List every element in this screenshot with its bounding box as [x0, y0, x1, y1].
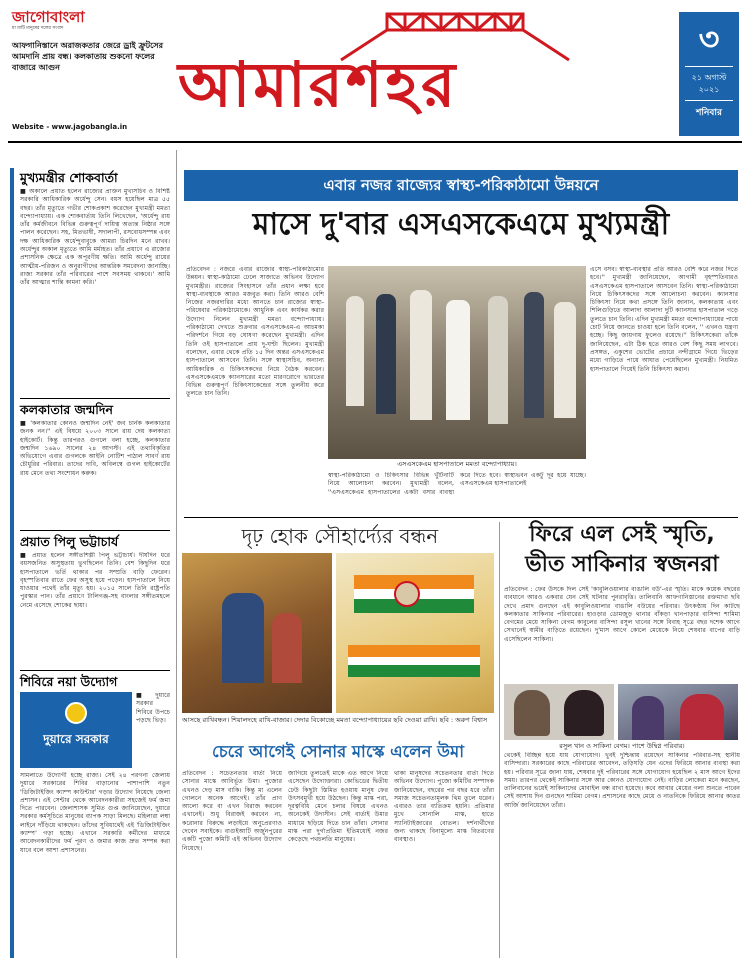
sakina-begum-photo: [564, 690, 604, 736]
rakhi-photo-left: [182, 553, 332, 713]
uma-col-2: জাগিয়ে তুলতেই মাকে এত আগে নিয়ে এসেছেন উদ্যোক্তারা। কোভিডের দ্বিতীয় ঢেউ কিছুটা স্তিমিত হওয়ায় মানুষ ফের উৎসবমুখী হয়ে উঠছেন। কিন্তু মাস্ক পরা, দূরত্ববিধি মেনে চলার বিষয়ে এখনও অনেকেই উদাসীন। সেই বার্তাই উমার মাধ্যমে ছড়িয়ে দিতে চান তাঁরা। সোনার মাস্ক পরা দুর্গাপ্রতিমা ইতিমধ্যেই নজর কেড়েছে পথচলতি মানুষের।: [288, 770, 388, 844]
sidebar-title-pilu: প্রয়াত পিলু ভট্টাচার্য: [20, 534, 119, 549]
jagobangla-logo: [12, 8, 112, 38]
emblem-icon: [65, 702, 87, 724]
rakhi-headline: দৃঢ় হোক সৌহার্দ্যের বন্ধন: [241, 524, 439, 548]
duare-sarkar-logo: [20, 692, 132, 768]
lead-photo: [328, 266, 586, 459]
masthead-rule: [8, 141, 742, 143]
sidebar-body-condolence: ■ অকালে প্রয়াত হলেন রাজ্যের প্রাক্তন মুখ্যসচিব ও বিশিষ্ট সরকারি আধিকারিক অর্ধেন্দু সেন। বয়স হয়েছিল মাত্র ৫৫ বছর। তাঁর মৃত্যুতে গভীর শোকপ্রকাশ করেছেন মুখ্যমন্ত্রী মমতা বন্দ্যোপাধ্যায়। এক শোকবার্তায় তিনি লিখেছেন, 'অর্ধেন্দু রায় তাঁর কর্মজীবনে বিভিন্ন গুরুত্বপূর্ণ দায়িত্ব অত্যন্ত নিষ্ঠার সঙ্গে পালন করেছেন। সহ, মিতভাষী, সদালাপী, রসবোধসম্পন্ন এবং দক্ষ আধিকারিক অর্ধেন্দুবাবুকে আমরা চিরদিন মনে রাখব। অর্ধেন্দুর অকাল মৃত্যুতে আমি মর্মাহত। তাঁর প্রয়াণে এ রাজ্যের প্রশাসনিক ক্ষেত্রে এক অপূরণীয় ক্ষতি। আমি অর্ধেন্দু রায়ের আত্মীয়-পরিজন ও অনুরাগীদের আন্তরিক সমবেদনা জানাচ্ছি। রাজ্য সরকার তাঁর পরিবারের পাশে সবসময় থাকবে।' আমি তাঁর আত্মার শান্তি কামনা করি।': [20, 188, 170, 287]
afghan-body-2: থেকেই বিচ্ছিন্ন হয়ে যায় যোগাযোগ। খুবই দুশ্চিন্তায় রয়েছেন সাকিনার পরিবার-সহ স্থানীয় বাসিন্দারা। সরকারের কাছে পরিবারের আবেদন, তড়িঘড়ি যেন এদের ফিরিয়ে আনার ব্যবস্থা করা হয়। পরিবার সূত্রে জানা যায়, শেষবার দুই পরিবারের সঙ্গে যোগাযোগ হয়েছিল ২ মাস আগে ইদের সময়। তারপর থেকেই সাকিনার সঙ্গে আর কোনও যোগাযোগ নেই। বাড়ির লোকেরা মনে করছেন, তালিবানের ভয়েই সাকিনাদের মোবাইল বন্ধ রাখা হয়েছে। কবে আবার মেয়ের গলা শুনতে পাবেন সেই আশায় দিন গুনছেন শামিমা বেগম। প্রশাসনের কাছে মেয়ে ও নাতনিকে ফিরিয়ে আনার কাতর আর্জি জানিয়েছেন তাঁরা।: [504, 752, 740, 809]
newspaper-title: আমারশহর: [178, 48, 459, 121]
afghan-divider: [499, 522, 500, 958]
duare-sarkar-text: দুয়ারে সরকার: [43, 732, 109, 746]
afghan-photo-couple: [504, 684, 614, 740]
logo-tagline: মা মাটি মানুষের দলের সংবাদ: [12, 26, 64, 31]
sidebar-body-pilu: ■ প্রয়াত হলেন সঙ্গীতশিল্পী পিলু ভট্টাচার্য। দীর্ঘদিন ধরে বয়সজনিত অসুস্থতায় ভুগছিলেন তিনি। বেশ কিছুদিন ধরে হাসপাতালে ভর্তি থাকার পর সম্প্রতি বাড়ি ফেরেন। বৃহস্পতিবার রাতে ফের অসুস্থ হয়ে পড়েন। হাসপাতালে নিয়ে যাওয়ার পথেই তাঁর মৃত্যু হয়। ২০১৫ সালে তিনি রাষ্ট্রপতি পুরস্কার পান। তাঁর প্রয়াণে টালিগঞ্জ-সহ বাংলার সঙ্গীতমহলে নেমে এসেছে শোকের ছায়া।: [20, 552, 170, 609]
sidebar-body-camp: সামলাতে উদ্যোগী হচ্ছে রাজ্য। সেই ২৪ পরগনা জেলায় দুয়ারে সরকারের শিবির বাড়ানোর পাশাপাশি নতুন 'ডিজিটাইজিং ক্যাম্প কাউন্টার' গড়ার উদ্যোগ নিয়েছে জেলা প্রশাসন। এই সেন্টার থেকে আবেদনকারীরা সহজেই ফর্ম জমা দিতে পারবেন। জেলাশাসক সুমিত গুপ্ত জানিয়েছেন, দুয়ারে সরকার কর্মসূচিতে মানুষের ব্যাপক সাড়া মিলছে। মহিলারা লম্বা লাইনে দাঁড়িয়ে থাকছেন। তাঁদের সুবিধার্থেই এই 'ডিজিটাইজিং ক্যাম্প' গড়া হচ্ছে। এখানে সরকারি কর্মীদের মাধ্যমে আবেদনকারীদের ফর্ম পূরণ ও জমার কাজ দ্রুত সম্পন্ন করা যাবে বলে আশা প্রশাসনের।: [20, 772, 170, 854]
uma-headline: চেরে আগেই সোনার মাস্কে এলেন উমা: [212, 742, 464, 761]
afghan-headline-1: ফিরে এল সেই স্মৃতি,: [529, 522, 715, 547]
lead-photo-caption: এসএসকেএম হাসপাতালে মমতা বন্দ্যোপাধ্যায়।: [397, 460, 517, 468]
lead-col-2-bottom: স্বাস্থ্য-পরিকাঠামো ও চিকিৎসার বিভিন্ন খুঁটিনাটি নিয়ে আলোচনা করবেন। মুখ্যমন্ত্রী বলেন, ''এসএসকেএম হাসপাতালের একটা বসার ব্যবস্থা করে দিতে হবে। স্বাস্থ্যভবন একটু দূর হয়ে যাচ্ছে। এসএসকেএম হাসপাতালেই: [328, 472, 586, 496]
lead-col-3: এসে বসব। স্বাস্থ্য-ব্যবস্থার প্রতি আরও বেশি করে নজর দিতে হবে।'' মুখ্যমন্ত্রী জানিয়েছেন, আগামী বৃহস্পতিবারও এসএসকেএম হাসপাতালে আসবেন তিনি। স্বাস্থ্য-পরিকাঠামো নিয়ে চিকিৎসকদের সঙ্গে আলোচনা করবেন। ক্যানসার চিকিৎসা নিয়ে কথা প্রসঙ্গে তিনি জানান, কলকাতায় এবং শিলিগুড়িতে আলাদা আলাদা দুটি ক্যানসার হাসপাতাল গড়ে তুলতে চান তিনি। এদিন মুখ্যমন্ত্রী মমতা বন্দ্যোপাধ্যায়ের পায়ে চোট নিয়ে জানতে চাওয়া হলে তিনি বলেন, '' এখনও যন্ত্রণা হচ্ছে। কিছু জায়গায় ফুলেও রয়েছে।'' চিকিৎসকেরা তাঁকে জানিয়েছেন, এটা ঠিক হতে আরও বেশ কিছু সময় লাগবে। প্রসঙ্গত, একুশের ভোটের প্রচারে নন্দীগ্রামে গিয়ে ভিড়ের মধ্যে গাড়িতে পায়ে আঘাত পেয়েছিলেন মুখ্যমন্ত্রী। নিয়মিত হাসপাতালে গিয়েই তিনি চিকিৎসা করান।: [590, 266, 738, 373]
page-number: ৩: [698, 20, 720, 58]
rasul-khan-photo: [514, 690, 550, 736]
lead-headline: মাসে দু'বার এসএসকেএমে মুখ্যমন্ত্রী: [252, 207, 670, 242]
rakhi-caption: আসছে রাখিবন্ধন। শিয়ালদহে রাখি-বাজার। দেদার বিকোচ্ছে মমতা বন্দ্যোপাধ্যায়ের ছবি দেওয়া রাখি। ছবি : অরুণ বিশ্বাস: [182, 716, 488, 724]
sidebar-title-condolence: মুখ্যমন্ত্রীর শোকবার্তা: [20, 170, 118, 185]
page-info-box: [679, 12, 739, 136]
uma-col-3: থাকা মানুষদের সচেতনতার বার্তা দিতে অভিনব উদ্যোগ। পুজো কমিটির সম্পাদক জানিয়েছেন, বছরের পর বছর ধরে তাঁরা সমাজ সচেতনতামূলক থিম তুলে ধরেন। এবারও তার ব্যতিক্রম হয়নি। প্রতিমার মুখে সোনালি মাস্ক, হাতে স্যানিটাইজারের বোতল। দর্শনার্থীদের জন্য থাকছে বিনামূল্যে মাস্ক বিতরণের ব্যবস্থাও।: [394, 770, 494, 844]
sidebar-title-kolkata-birthday: কলকাতার জন্মদিন: [20, 402, 113, 417]
afghan-headline-2: ভীত সাকিনার স্বজনরা: [525, 552, 719, 577]
lead-col-1: প্রতিবেদন : নজরে এবার রাজ্যের স্বাস্থ্য-পরিকাঠামোর উন্নয়ন। স্বাস্থ্য-কাঠামো ঢেলে সাজাতে অভিনব উদ্যোগ মুখ্যমন্ত্রীর। রাজ্যের সিংহাসনে তাঁর প্রধান লক্ষ্য হবে স্বাস্থ্য-ব্যবস্থাকে আরও মজবুত করা। তিনি আরও বেশি নিজের নজরদারির মধ্যে আনতে চান রাজ্যের স্বাস্থ্য-পরিষেবার পরিকাঠামোকে। আধুনিক এবং কার্যকর করার উদ্যোগ নিলেন মুখ্যমন্ত্রী মমতা বন্দ্যোপাধ্যায়। পরিকাঠামো দেখতে শুক্রবার এসএসকেএম-এ আচমকা পরিদর্শনে গিয়ে বড় ঘোষণা করেছেন মুখ্যমন্ত্রী। এদিন তিনি ওই হাসপাতালে প্রায় দু-ঘণ্টা ছিলেন। মুখ্যমন্ত্রী বলেছেন, এবার থেকে প্রতি ১৫ দিন অন্তর এসএসকেএম হাসপাতালে আসবেন তিনি। সঙ্গে স্বাস্থ্যসচিব, অন্যান্য আধিকারিক ও চিকিৎসকদের নিয়ে বৈঠক করবেন। এসএসকেএমকে ক্যানসারের মতো মারণরোগে ভারতের বিভিন্ন গুরুত্বপূর্ণ চিকিৎসাকেন্দ্রের সঙ্গে তুলনীয় করে তুলতে চান তিনি।: [186, 266, 324, 398]
sidebar-camp-side: ■ দুয়ারে সরকার শিবিরে উপচে পড়ছে ভিড়।: [136, 692, 170, 724]
sidebar-divider: [176, 150, 177, 958]
afghan-photo-caption: রসুল খান ও সাকিনা বেগম। পাশে উদ্বিগ্ন পরিবার।: [559, 742, 685, 750]
masthead-teaser: আফগানিস্তানে অরাজকতার জেরে ড্রাই ফ্রুটসের আমদানি প্রায় বন্ধ। কলকাতায় শুকনো ফলের বাজারে আগুন: [12, 41, 163, 72]
lead-kicker: এবার নজর রাজ্যের স্বাস্থ্য-পরিকাঠামো উন্নয়নে: [184, 170, 738, 201]
sidebar-title-camp: শিবিরে নয়া উদ্যোগ: [20, 674, 118, 689]
rakhi-photo-right: [336, 553, 494, 713]
afghan-photo-family: [618, 684, 738, 740]
sidebar: [10, 168, 170, 958]
website-url: Website - www.jagobangla.in: [12, 123, 128, 131]
afghan-body: প্রতিবেদন : ফের উসকে দিল সেই 'কাবুলিওয়ালার বাঙালি বউ'-এর স্মৃতি। মাকে কয়েক বছরের ব্যবধানে আরও একবার যেন সেই ঘটনার পুনরাবৃত্তি। তালিবানি আফগানিস্তানের রক্তমাখা ছবি দেখে প্রমাদ গুনছেন এই কাবুলিওয়ালার বাঙালি বউয়ের পরিবার। উৎকণ্ঠায় দিন কাটছে কলকাতার সাকিনার পরিবারের। হাওড়ার ডোমজুড় থানার বাঁকড়া খানপাড়ার বাসিন্দা শামিমা বেগমের মেয়ে সাকিনা বেগম কাবুলের বাসিন্দা রসুল খানের সঙ্গে বিবাহ সূত্রে বছর দশেক আগে সেখানেই স্বামীর বাড়িতে রয়েছেন। দু'মাস আগে কোলে মেয়েকে নিয়ে শেষবার বাপের বাড়ি এসেছিলেন সাকিনা।: [504, 586, 740, 643]
uma-col-1: প্রতিবেদন : সচেতনতার বার্তা নিয়ে সোনার মাস্কে আবির্ভূত উমা। পুজোর এখনও দেড় মাস বাকি। কিন্তু মা এলেন গোলনে অনেক আগেই। তাঁর প্রাণ আলো করে বা এখন বিরাজ করবেন এখানেই। শুধু বিরাজই করবেন না, করোনার বিরুদ্ধে লড়াইয়ে অনুপ্রেরণাও দেবেন সবাইকে। বাগুইআটি অর্জুনপুরের একটি পুজো কমিটি এই অভিনব উদ্যোগ নিয়েছে।: [182, 770, 282, 852]
logo-text: জাগোবাংলা: [12, 8, 85, 26]
issue-day: শনিবার: [696, 108, 722, 118]
issue-date: ২১ অগাস্ট ২০২১: [691, 73, 727, 94]
sidebar-body-kolkata-birthday: ■ 'কলকাতার কোনও জন্মদিন নেই' জব চার্নক কলকাতার জনক নন।'' এই বিষয়ে ২০০৩ সালে রায় দেয় কলকাতা হাইকোর্ট। কিন্তু তারপরও গুগলে বলা হচ্ছে, কলকাতার জন্মদিন ১৬৯০ সালের ২৪ আগস্ট। এই তথ্যবিকৃতির অভিযোগে এবার গুগলকে আইনি নোটিশ পাঠাল সাবর্ণ রায় চৌধুরির পরিবার। তাদের দাবি, অবিলম্বে গুগল হাইকোর্টের রায় মেনে তথ্য সংশোধন করুক।: [20, 420, 170, 477]
lead-bottom-rule: [184, 517, 738, 518]
